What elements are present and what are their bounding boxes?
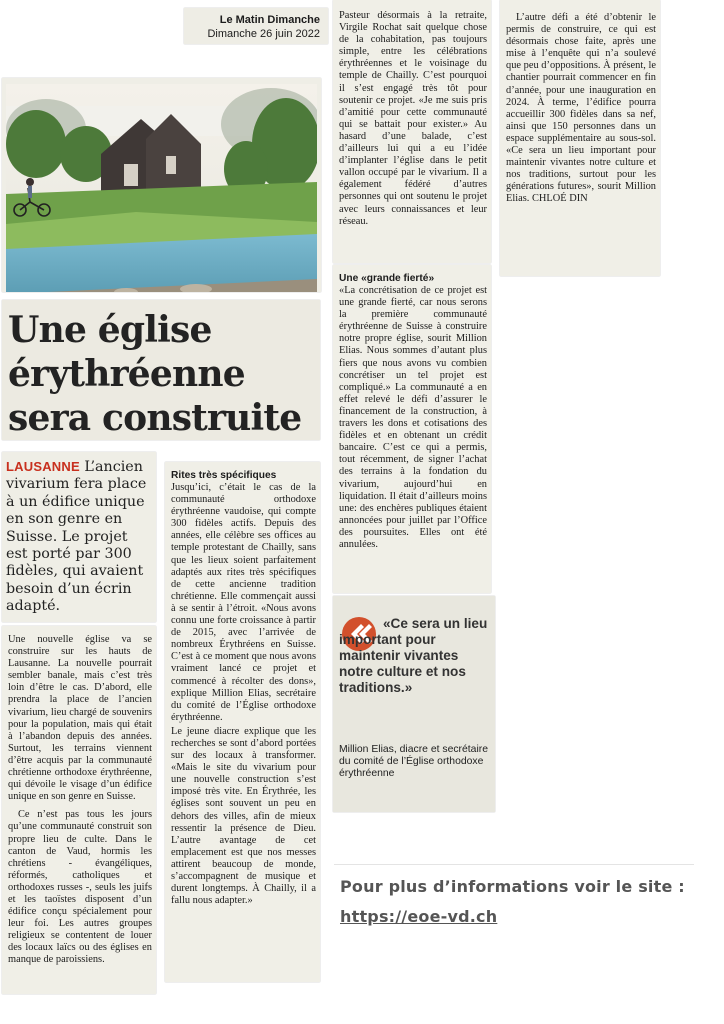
byline: CHLOÉ DIN xyxy=(529,193,588,205)
column-2-paragraph-2: Le jeune diacre explique que les recherches se sont d’abord portées sur des locaux à transformer. «Mais le site du vivarium pour une nouvelle construction s’est imposé très vite. En Érythrée, les églises sont souvent un peu en dehors des villes, afin de mieux ressentir la présence de Dieu. L’autre avantage de cet emplacement est que nos messes attirent beaucoup de monde, s’accompagnent de musique et durent longtemps. À Chailly, il a fallu nous adapter.» xyxy=(171,725,316,907)
publication-date: Dimanche 26 juin 2022 xyxy=(207,28,320,40)
lede-paragraph xyxy=(2,452,156,616)
info-text: Pour plus d’informations voir le site : xyxy=(340,877,685,896)
column-3b-paragraph-1: «La concrétisation de ce projet est une grande fierté, car nous serons la première communauté érythréenne de Suisse à construire notre propre église, sourit Million Elias. Nous sommes d’autant plus fiers que nous avons vu combien concrétiser un tel projet est compliqué.» La communauté a en effet relevé le défi d’assurer le financement de la construction, à travers les dons et cotisations des fidèles et en obtenant un crédit bancaire. C’est ce qui a permis, tout récemment, de signer l’achat des terrains à la fondation du vivarium, aujourd’hui en liquidation. Il était d’ailleurs moins une: des enchères publiques étaient annoncées pour juillet par l’Office des poursuites. Elles ont été annulées. xyxy=(339,285,487,550)
lede-clipping xyxy=(2,452,156,622)
column-1-paragraph-1: Une nouvelle église va se construire sur les hauts de Lausanne. La nouvelle pourrait sembler banale, mais c’est très loin d’être le cas. D’abord, elle prendra la place de l’ancien vivarium, lieu chargé de souvenirs pour la population, mais qui était à l’abandon depuis des années. Surtout, les terrains viennent d’être acquis par la communauté chrétienne orthodoxe érythréenne, qui dévoile le visage d’un édifice unique en son genre en Suisse. xyxy=(8,634,152,803)
info-divider xyxy=(334,864,694,865)
headline-line-3: sera construite xyxy=(8,397,302,439)
column-2-clipping xyxy=(165,462,320,982)
subhead-grande-fierte: Une «grande fierté» xyxy=(339,273,435,284)
pull-quote-text xyxy=(339,616,489,696)
header-clipping xyxy=(184,8,328,44)
pull-quote-clipping xyxy=(333,596,495,812)
lede-kicker: LAUSANNE xyxy=(6,459,80,474)
column-3-clipping xyxy=(333,0,491,263)
photo-clipping xyxy=(2,78,321,292)
architectural-rendering-image xyxy=(6,84,317,292)
column-3b-clipping xyxy=(333,265,491,593)
headline xyxy=(8,308,320,440)
headline-line-2: érythréenne xyxy=(8,353,245,395)
column-1-paragraph-2: Ce n’est pas tous les jours qu’une communauté construit son propre lieu de culte. Dans le canton de Vaud, hormis les chrétiens - évangéliques, réformés, catholiques et orthodoxes russes -, seuls les juifs et les taoïstes disposent d’un édifice conçu spécialement pour leur foi. Les autres groupes religieux se contentent de louer des locaux laïcs ou des églises en manque de paroissiens. xyxy=(8,809,152,966)
subhead-rites: Rites très spécifiques xyxy=(171,470,277,481)
pull-quote-attribution: Million Elias, diacre et secrétaire du comité de l’Église orthodoxe érythréenne xyxy=(339,744,488,780)
column-3-paragraph-1: Pasteur désormais à la retraite, Virgile Rochat sait quelque chose de la cohabitation, pas toujours simple, entre les célébrations érythréennes et le voisinage du temple de Chailly. C’est pourquoi il s’est engagé très tôt pour soutenir ce projet. «Je me suis pris d’amitié pour cette communauté qui se battait pour exister.» Au hasard d’une balade, c’est d’ailleurs lui qui a eu l’idée d’implanter l’église dans le petit vallon occupé par le vivarium. Il a également fédéré d’autres personnes qui ont soutenu le projet avec leurs connaissances et leur réseau. xyxy=(339,10,487,227)
column-4-clipping xyxy=(500,0,660,276)
column-4-text: L’autre défi a été d’obtenir le permis de construire, ce qui est désormais chose faite, après une mise à l’enquête qui n’a soulevé que peu d’oppositions. À présent, le chantier pourrait commencer en fin d’année, pour une inauguration en 2024. À terme, l’édifice pourra accueillir 300 fidèles dans sa nef, ainsi que 150 personnes dans un espace supplémentaire au sous-sol. «Ce sera un lieu important pour maintenir vivantes notre culture et nos traditions, surtout pour les générations futures», sourit Million Elias. xyxy=(506,12,656,205)
website-link[interactable]: https://eoe-vd.ch xyxy=(340,907,498,926)
lede-text: L’ancien vivarium fera place à un édifice unique en son genre en Suisse. Le projet est porté par 300 fidèles, qui avaient besoin d’un écrin adapté. xyxy=(6,459,147,615)
column-4-paragraph-1 xyxy=(506,12,656,206)
headline-line-1: Une église xyxy=(8,309,212,351)
headline-clipping xyxy=(2,300,320,440)
pull-quote-body: «Ce sera un lieu important pour maintenir vivantes notre culture et nos traditions.» xyxy=(339,616,488,695)
publication-name: Le Matin Dimanche xyxy=(219,14,320,26)
column-2-paragraph-1: Jusqu’ici, c’était le cas de la communauté orthodoxe érythréenne vaudoise, qui compte 300 fidèles actifs. Depuis des années, elle célèbre ses offices au temple protestant de Chailly, sans que les lieux soient parfaitement adaptés aux rites très spécifiques de cette ancienne tradition chrétienne. Elle commençait aussi à se sentir à l’étroit. «Nous avons connu une forte croissance à partir de 2015, avec l’arrivée de nombreux Érythréens en Suisse. C’est à ce moment que nous avons vraiment lancé ce projet et commencé à récolter des dons», explique Million Elias, secrétaire du comité de l’Église orthodoxe érythréenne. xyxy=(171,482,316,723)
column-1-clipping xyxy=(2,626,156,994)
